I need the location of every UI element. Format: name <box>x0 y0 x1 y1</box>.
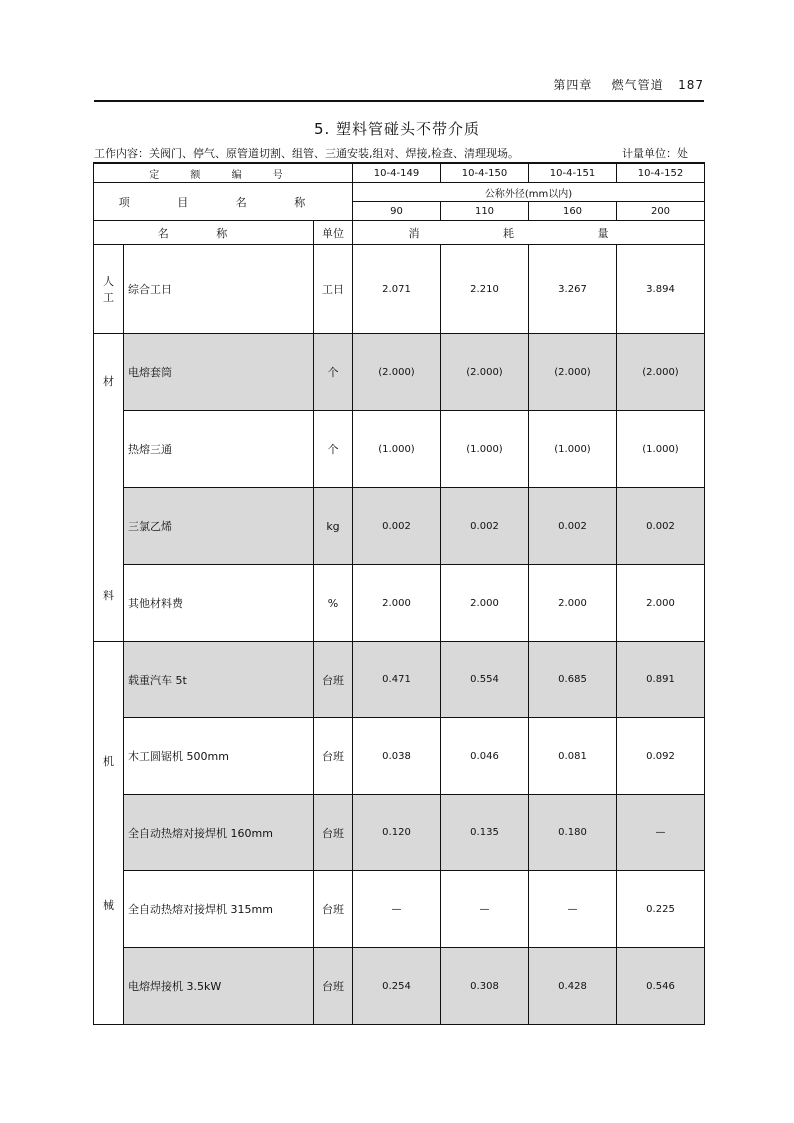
value-cell: 0.308 <box>441 948 529 1025</box>
row-unit: kg <box>314 488 353 565</box>
row-name: 电熔焊接机 3.5kW <box>124 948 314 1025</box>
category-materials: 材 料 <box>94 334 124 642</box>
value-cell: 0.002 <box>353 488 441 565</box>
value-cell: 0.092 <box>617 718 705 795</box>
row-unit: 个 <box>314 334 353 411</box>
value-cell: — <box>617 795 705 871</box>
diameter-cell: 160 <box>529 202 617 221</box>
row-unit: 台班 <box>314 871 353 948</box>
value-cell: (2.000) <box>353 334 441 411</box>
value-cell: 0.120 <box>353 795 441 871</box>
value-cell: 2.071 <box>353 245 441 334</box>
table-row <box>94 718 705 795</box>
code-cell: 10-4-151 <box>529 163 617 183</box>
quota-table <box>93 162 705 1025</box>
value-cell: (2.000) <box>529 334 617 411</box>
section-label: 燃气管道 <box>611 78 664 92</box>
diameter-cell: 200 <box>617 202 705 221</box>
value-cell: 0.038 <box>353 718 441 795</box>
row-name: 电熔套筒 <box>124 334 314 411</box>
value-cell: (2.000) <box>441 334 529 411</box>
value-cell: 2.000 <box>353 565 441 642</box>
value-cell: 2.210 <box>441 245 529 334</box>
category-machinery: 机 械 <box>94 642 124 1025</box>
row-name: 全自动热熔对接焊机 160mm <box>124 795 314 871</box>
page-title: 5. 塑料管碰头不带介质 <box>313 120 481 138</box>
value-cell: 2.000 <box>617 565 705 642</box>
value-cell: 0.135 <box>441 795 529 871</box>
value-cell: — <box>353 871 441 948</box>
row-unit: 台班 <box>314 642 353 718</box>
value-cell: 0.002 <box>441 488 529 565</box>
row-name: 三氯乙烯 <box>124 488 314 565</box>
page-header <box>94 72 704 102</box>
table-row <box>94 871 705 948</box>
row-unit: 台班 <box>314 795 353 871</box>
value-cell: 2.000 <box>441 565 529 642</box>
table-row <box>94 795 705 871</box>
value-cell: (1.000) <box>353 411 441 488</box>
table-row <box>94 334 705 411</box>
value-cell: 3.267 <box>529 245 617 334</box>
chapter-label: 第四章 <box>553 78 593 92</box>
row-unit: 个 <box>314 411 353 488</box>
table-row <box>94 488 705 565</box>
diameter-label: 公称外径(mm以内) <box>353 183 705 202</box>
quota-label: 定 额 编 号 <box>94 163 353 183</box>
table-row <box>94 948 705 1025</box>
row-name: 其他材料费 <box>124 565 314 642</box>
table-row <box>94 642 705 718</box>
info-line <box>94 145 704 161</box>
category-labor: 人 工 <box>94 245 124 334</box>
value-cell: 0.685 <box>529 642 617 718</box>
column-header-row <box>94 221 705 245</box>
value-cell: (1.000) <box>441 411 529 488</box>
row-name: 载重汽车 5t <box>124 642 314 718</box>
value-cell: (2.000) <box>617 334 705 411</box>
code-cell: 10-4-152 <box>617 163 705 183</box>
table-row <box>94 245 705 334</box>
consumption-header: 消 耗 量 <box>353 221 705 245</box>
value-cell: 0.046 <box>441 718 529 795</box>
value-cell: 0.554 <box>441 642 529 718</box>
unit-column-header: 单位 <box>314 221 353 245</box>
value-cell: (1.000) <box>617 411 705 488</box>
value-cell: 0.254 <box>353 948 441 1025</box>
row-name: 全自动热熔对接焊机 315mm <box>124 871 314 948</box>
value-cell: 0.471 <box>353 642 441 718</box>
value-cell: 2.000 <box>529 565 617 642</box>
value-cell: 0.081 <box>529 718 617 795</box>
table-row <box>94 411 705 488</box>
code-cell: 10-4-149 <box>353 163 441 183</box>
item-label: 项 目 名 称 <box>94 183 353 221</box>
value-cell: 0.891 <box>617 642 705 718</box>
value-cell: 0.002 <box>617 488 705 565</box>
table-row <box>94 565 705 642</box>
value-cell: (1.000) <box>529 411 617 488</box>
row-name: 热熔三通 <box>124 411 314 488</box>
page-number: 187 <box>678 78 704 92</box>
code-row <box>94 163 705 183</box>
diameter-cell: 90 <box>353 202 441 221</box>
row-name: 木工圆锯机 500mm <box>124 718 314 795</box>
work-content: 工作内容：关阀门、停气、原管道切割、组管、三通安装,组对、焊接,检查、清理现场。 <box>94 147 519 160</box>
name-column-header: 名 称 <box>94 221 314 245</box>
row-unit: 台班 <box>314 718 353 795</box>
diameter-label-row <box>94 183 705 202</box>
running-head <box>553 76 704 93</box>
value-cell: 3.894 <box>617 245 705 334</box>
value-cell: — <box>529 871 617 948</box>
value-cell: 0.180 <box>529 795 617 871</box>
row-unit: 工日 <box>314 245 353 334</box>
value-cell: 0.002 <box>529 488 617 565</box>
diameter-cell: 110 <box>441 202 529 221</box>
code-cell: 10-4-150 <box>441 163 529 183</box>
row-name: 综合工日 <box>124 245 314 334</box>
row-unit: % <box>314 565 353 642</box>
value-cell: 0.225 <box>617 871 705 948</box>
row-unit: 台班 <box>314 948 353 1025</box>
value-cell: 0.546 <box>617 948 705 1025</box>
value-cell: — <box>441 871 529 948</box>
measure-unit: 计量单位：处 <box>622 147 688 160</box>
value-cell: 0.428 <box>529 948 617 1025</box>
